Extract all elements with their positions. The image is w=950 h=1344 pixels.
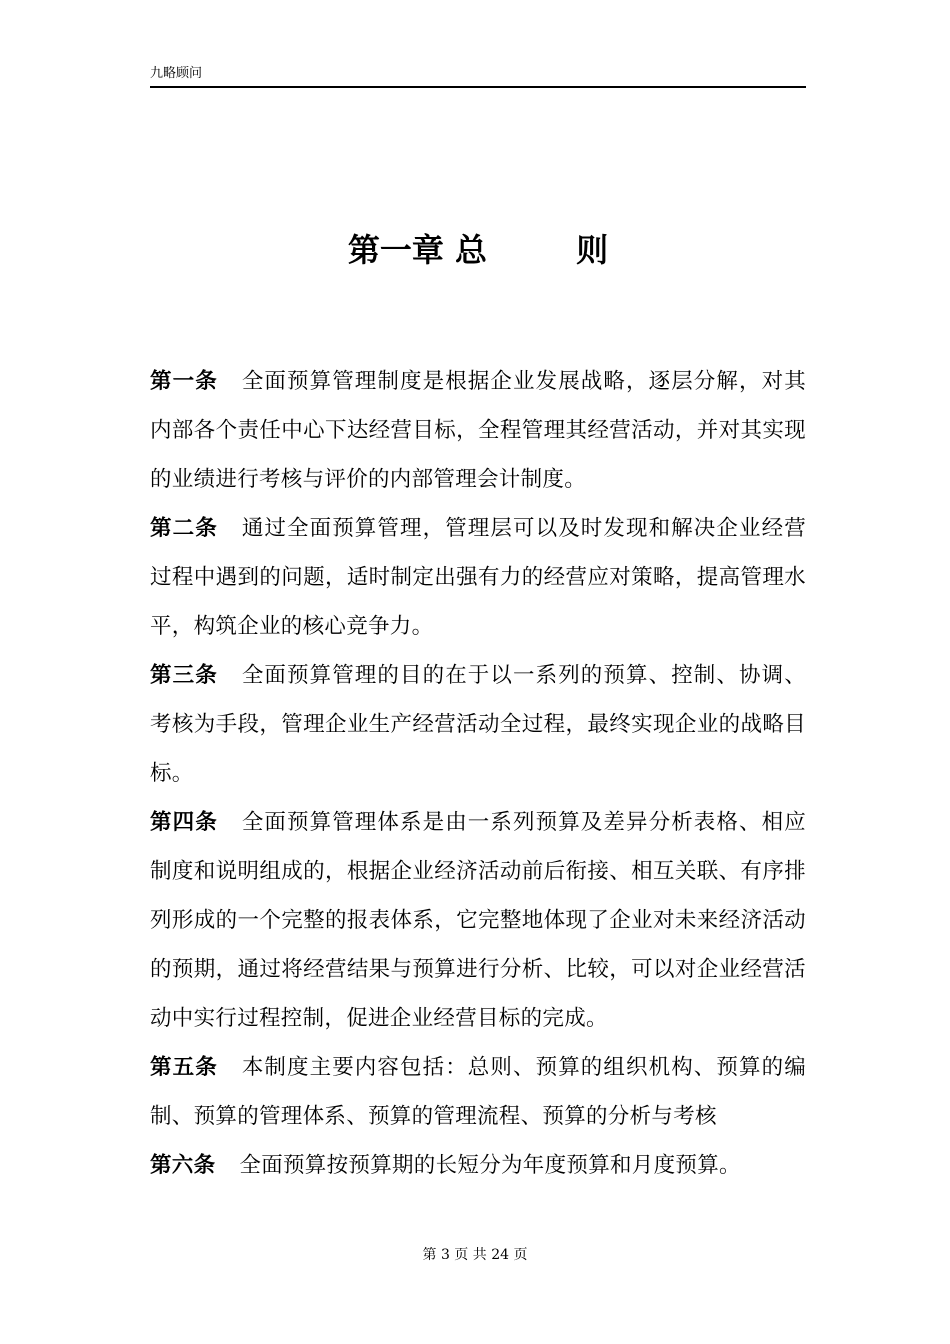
article-label: 第三条 bbox=[150, 663, 218, 688]
header-company-name: 九略顾问 bbox=[150, 66, 203, 81]
article-text: 通过全面预算管理，管理层可以及时发现和解决企业经营过程中遇到的问题，适时制定出强有力的经营应对策略，提高管理水平，构筑企业的核心竞争力。 bbox=[150, 516, 806, 639]
article-text: 全面预算按预算期的长短分为年度预算和月度预算。 bbox=[239, 1153, 741, 1178]
article-text: 全面预算管理的目的在于以一系列的预算、控制、协调、考核为手段，管理企业生产经营活动全过程，最终实现企业的战略目标。 bbox=[150, 663, 806, 786]
article-5 bbox=[150, 1043, 806, 1141]
document-body bbox=[150, 357, 806, 1190]
article-2 bbox=[150, 504, 806, 651]
page-header bbox=[150, 66, 806, 88]
article-text: 全面预算管理体系是由一系列预算及差异分析表格、相应制度和说明组成的，根据企业经济活动前后衔接、相互关联、有序排列形成的一个完整的报表体系，它完整地体现了企业对未来经济活动的预期，通过将经营结果与预算进行分析、比较，可以对企业经营活动中实行过程控制，促进企业经营目标的完成。 bbox=[150, 810, 806, 1031]
chapter-title: 第一章 总 则 bbox=[347, 231, 609, 269]
article-4 bbox=[150, 798, 806, 1043]
page-footer: 第 3 页 共 24 页 bbox=[422, 1247, 528, 1263]
article-text: 本制度主要内容包括：总则、预算的组织机构、预算的编制、预算的管理体系、预算的管理流程、预算的分析与考核 bbox=[150, 1055, 806, 1129]
article-3 bbox=[150, 651, 806, 798]
article-1 bbox=[150, 357, 806, 504]
article-6 bbox=[150, 1141, 806, 1190]
article-label: 第四条 bbox=[150, 810, 218, 835]
article-label: 第二条 bbox=[150, 516, 218, 541]
article-text: 全面预算管理制度是根据企业发展战略，逐层分解，对其内部各个责任中心下达经营目标，全程管理其经营活动，并对其实现的业绩进行考核与评价的内部管理会计制度。 bbox=[150, 369, 806, 492]
article-label: 第一条 bbox=[150, 369, 218, 394]
article-label: 第六条 bbox=[150, 1153, 216, 1178]
article-label: 第五条 bbox=[150, 1055, 218, 1080]
